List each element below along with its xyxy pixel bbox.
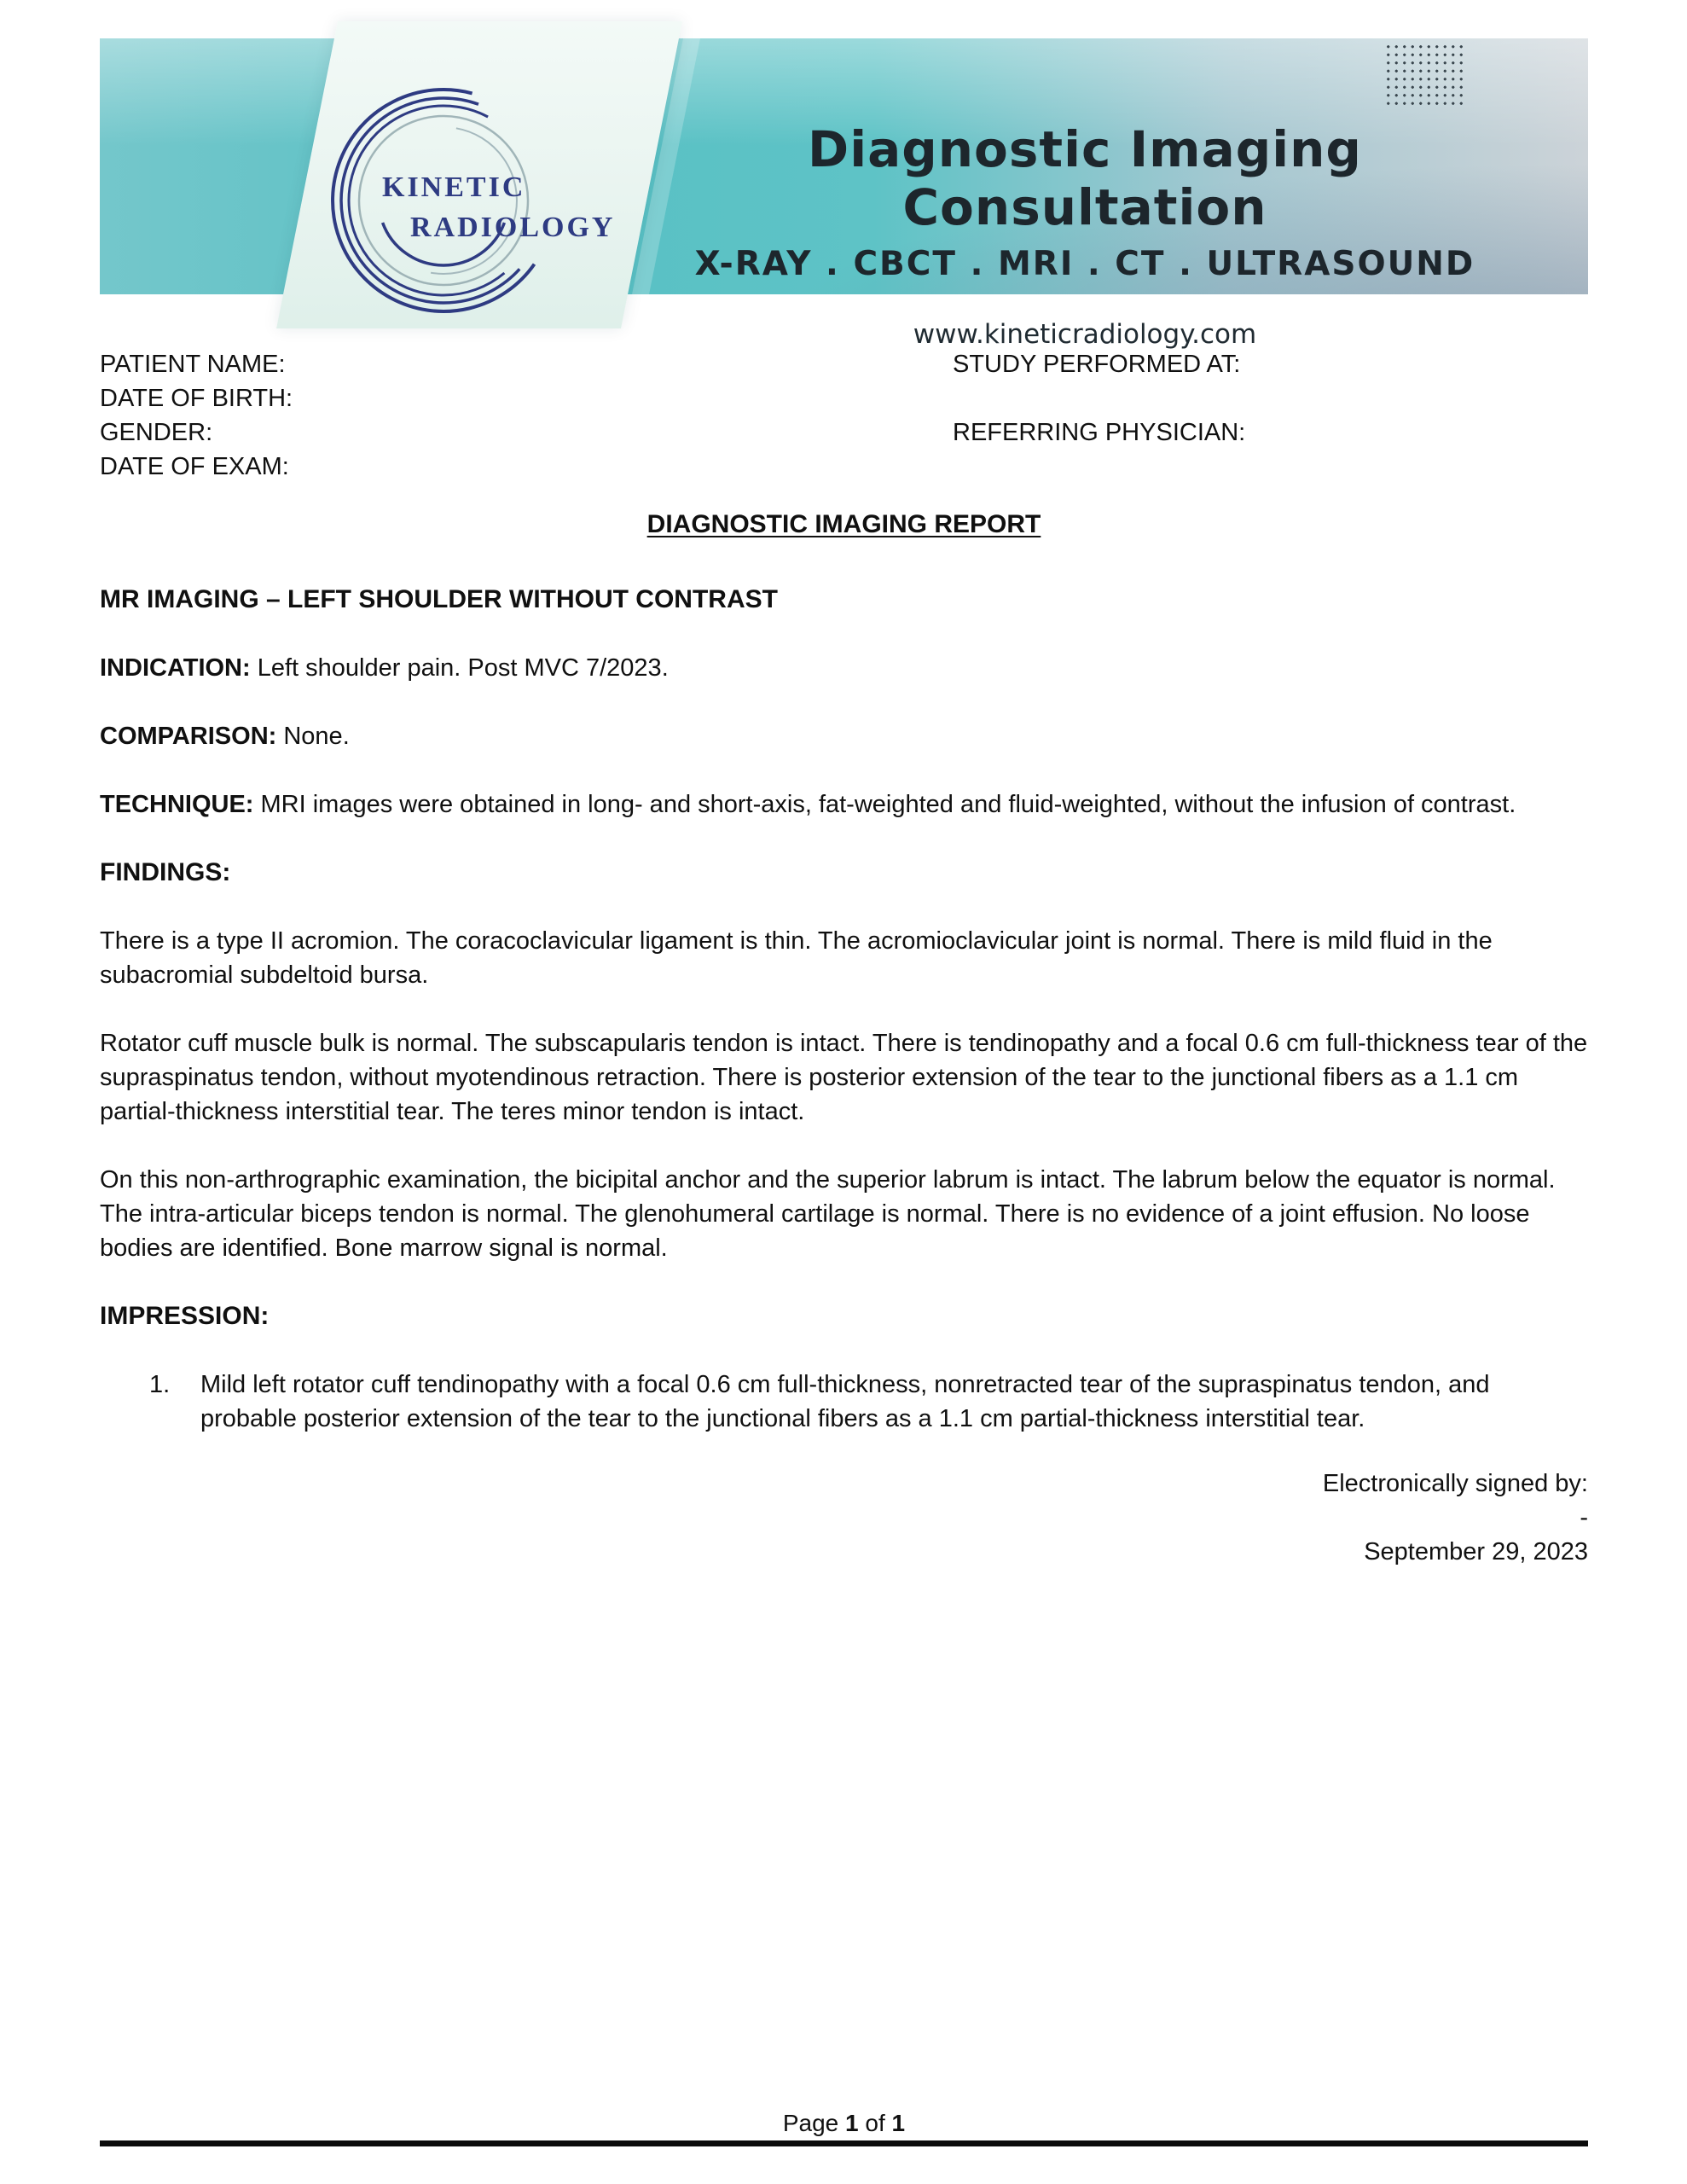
footer-rule	[100, 2140, 1588, 2146]
of-word: of	[865, 2110, 885, 2136]
page-footer	[100, 2109, 1588, 2146]
impression-item-1	[100, 1368, 1588, 1436]
banner-website: www.kineticradiology.com	[913, 319, 1257, 350]
technique-label: TECHNIQUE:	[100, 791, 254, 818]
banner-subtitle: X-RAY . CBCT . MRI . CT . ULTRASOUND	[694, 245, 1475, 283]
patient-info-right	[953, 347, 1245, 450]
impression-item-number: 1.	[149, 1371, 171, 1398]
logo-text-radiology: RADIOLOGY	[410, 212, 616, 243]
comparison-text: None.	[283, 723, 350, 750]
exam-heading: MR IMAGING – LEFT SHOULDER WITHOUT CONTRAST	[100, 585, 778, 613]
signed-by-line: Electronically signed by:	[1322, 1470, 1588, 1497]
report-title: DIAGNOSTIC IMAGING REPORT	[646, 510, 1041, 538]
gender-label: GENDER:	[100, 419, 213, 446]
findings-paragraph-2: Rotator cuff muscle bulk is normal. The subscapularis tendon is intact. There is tendinopathy and a focal 0.6 cm full-thickness tear of the supraspinatus tendon, without myotendinous retraction. There is posterior extension of the tear to the junctional fibers as a 1.1 cm partial-thickness interstitial tear. The teres minor tendon is intact.	[100, 1030, 1588, 1125]
kinetic-radiology-logo	[307, 21, 652, 328]
page-number: 1	[845, 2110, 859, 2136]
letterhead-banner	[100, 38, 1588, 350]
patient-info-block	[100, 347, 1588, 484]
technique-paragraph	[100, 787, 1588, 822]
study-performed-at-label: STUDY PERFORMED AT:	[953, 351, 1241, 378]
date-of-exam-label: DATE OF EXAM:	[100, 453, 289, 480]
patient-info-left	[100, 347, 1588, 484]
impression-heading: IMPRESSION:	[100, 1302, 270, 1330]
findings-heading: FINDINGS:	[100, 858, 231, 886]
comparison-label: COMPARISON:	[100, 723, 277, 750]
technique-text: MRI images were obtained in long- and short-axis, fat-weighted and fluid-weighted, without the infusion of contrast.	[260, 791, 1516, 818]
date-of-birth-label: DATE OF BIRTH:	[100, 385, 293, 412]
page-word: Page	[782, 2110, 839, 2136]
signer-line: -	[1580, 1504, 1588, 1531]
comparison-paragraph	[100, 719, 1588, 753]
logo-text-kinetic: KINETIC	[382, 171, 526, 203]
indication-paragraph	[100, 651, 1588, 685]
referring-physician-label: REFERRING PHYSICIAN:	[953, 419, 1246, 446]
report-body	[100, 294, 1588, 1569]
indication-text: Left shoulder pain. Post MVC 7/2023.	[257, 654, 669, 682]
signature-block	[100, 1467, 1588, 1569]
page-number-line	[100, 2109, 1588, 2138]
impression-list	[100, 1368, 1588, 1436]
indication-label: INDICATION:	[100, 654, 251, 682]
total-pages: 1	[891, 2110, 906, 2136]
banner-title: Diagnostic Imaging Consultation	[808, 120, 1362, 236]
impression-item-text: Mild left rotator cuff tendinopathy with a focal 0.6 cm full-thickness, nonretracted tear of the supraspinatus tendon, and probable posterior extension of the tear to the junctional fibers as a 1.1 cm partial-thickness interstitial tear.	[200, 1371, 1490, 1432]
findings-paragraph-3: On this non-arthrographic examination, the bicipital anchor and the superior labrum is intact. The labrum below the equator is normal. The intra-articular biceps tendon is normal. The glenohumeral cartilage is normal. There is no evidence of a joint effusion. No loose bodies are identified. Bone marrow signal is normal.	[100, 1166, 1556, 1262]
dot-grid-decoration	[1384, 43, 1464, 106]
signature-date: September 29, 2023	[1364, 1538, 1588, 1565]
logo-panel	[276, 21, 682, 328]
findings-paragraph-1: There is a type II acromion. The coracoclavicular ligament is thin. The acromioclavicular joint is normal. There is mild fluid in the subacromial subdeltoid bursa.	[100, 927, 1493, 989]
patient-name-label: PATIENT NAME:	[100, 351, 286, 378]
